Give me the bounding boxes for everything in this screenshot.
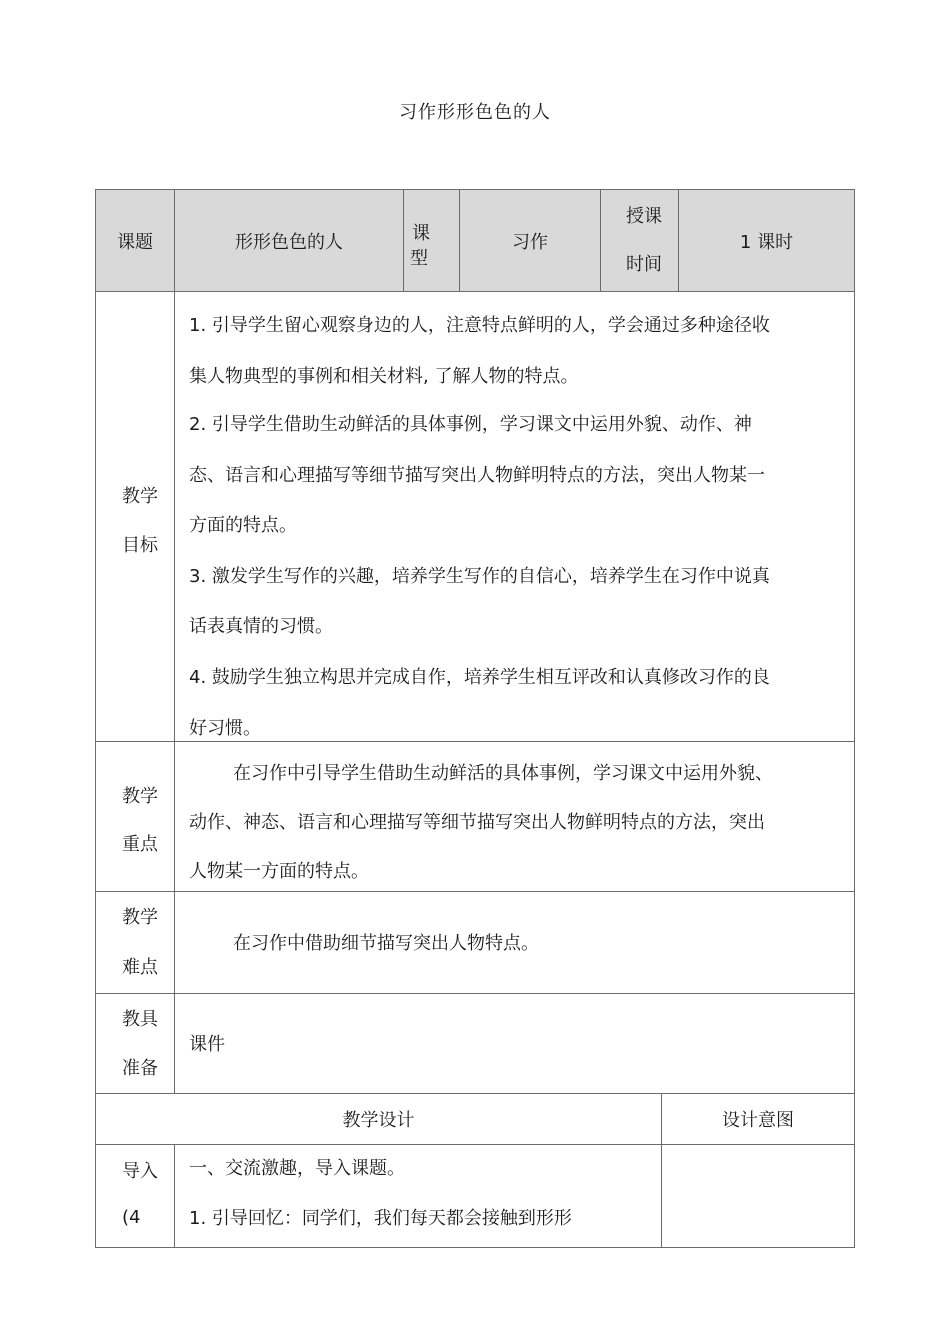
type-label-line1: 课 <box>412 223 430 244</box>
objectives-line: 2. 引导学生借助生动鲜活的具体事例，学习课文中运用外貌、动作、神 <box>189 414 752 435</box>
time-label-line1: 授课 <box>626 206 662 227</box>
type-label-line2: 型 <box>410 248 428 269</box>
type-value: 习作 <box>512 231 548 253</box>
objectives-label-line1: 教学 <box>122 486 158 507</box>
keypoints-line: 人物某一方面的特点。 <box>189 861 369 882</box>
table-border-bottom <box>95 1247 855 1248</box>
materials-text: 课件 <box>189 1034 225 1055</box>
objectives-line: 方面的特点。 <box>189 515 297 536</box>
objectives-line: 集人物典型的事例和相关材料, 了解人物的特点。 <box>189 366 579 387</box>
time-label-line2: 时间 <box>626 254 662 275</box>
design-column-header: 教学设计 <box>342 1110 415 1131</box>
materials-label-line1: 教具 <box>122 1009 158 1030</box>
table-rule-header-bottom <box>95 291 855 292</box>
table-rule-label-column <box>174 189 175 1094</box>
intent-column-header: 设计意图 <box>722 1110 794 1131</box>
keypoints-label-line2: 重点 <box>122 834 158 855</box>
keypoints-line: 动作、神态、语言和心理描写等细节描写突出人物鲜明特点的方法，突出 <box>189 812 765 833</box>
difficulties-label-line1: 教学 <box>122 907 158 928</box>
document-title: 习作形形色色的人 <box>399 102 551 123</box>
topic-label: 课题 <box>117 231 153 253</box>
table-rule-label-column-lower <box>174 1144 175 1248</box>
table-border-right <box>854 189 855 1248</box>
difficulties-label-line2: 难点 <box>122 957 158 978</box>
table-rule-difficulties-bottom <box>95 993 855 994</box>
table-rule-header-col4 <box>600 189 601 292</box>
objectives-line: 好习惯。 <box>189 718 261 739</box>
topic-value: 形形色色的人 <box>235 231 343 253</box>
keypoints-label-line1: 教学 <box>122 786 158 807</box>
table-rule-header-col2 <box>403 189 404 292</box>
objectives-line: 4. 鼓励学生独立构思并完成自作，培养学生相互评改和认真修改习作的良 <box>189 667 770 688</box>
table-border-left <box>95 189 96 1248</box>
difficulties-text: 在习作中借助细节描写突出人物特点。 <box>233 933 539 954</box>
objectives-line: 1. 引导学生留心观察身边的人，注意特点鲜明的人，学会通过多种途径收 <box>189 315 770 336</box>
objectives-line: 态、语言和心理描写等细节描写突出人物鲜明特点的方法，突出人物某一 <box>189 465 765 486</box>
objectives-line: 3. 激发学生写作的兴趣，培养学生写作的自信心，培养学生在习作中说真 <box>189 566 770 587</box>
stage-label-line1: 导入 <box>122 1161 158 1182</box>
design-line: 1. 引导回忆：同学们，我们每天都会接触到形形 <box>189 1208 572 1229</box>
objectives-line: 话表真情的习惯。 <box>189 616 333 637</box>
time-value: 1 课时 <box>739 231 794 253</box>
keypoints-line: 在习作中引导学生借助生动鲜活的具体事例，学习课文中运用外貌、 <box>233 763 773 784</box>
stage-label-line2: (4 <box>122 1207 141 1228</box>
materials-label-line2: 准备 <box>122 1058 158 1079</box>
objectives-label-line2: 目标 <box>122 535 158 556</box>
design-line: 一、交流激趣，导入课题。 <box>189 1158 405 1179</box>
